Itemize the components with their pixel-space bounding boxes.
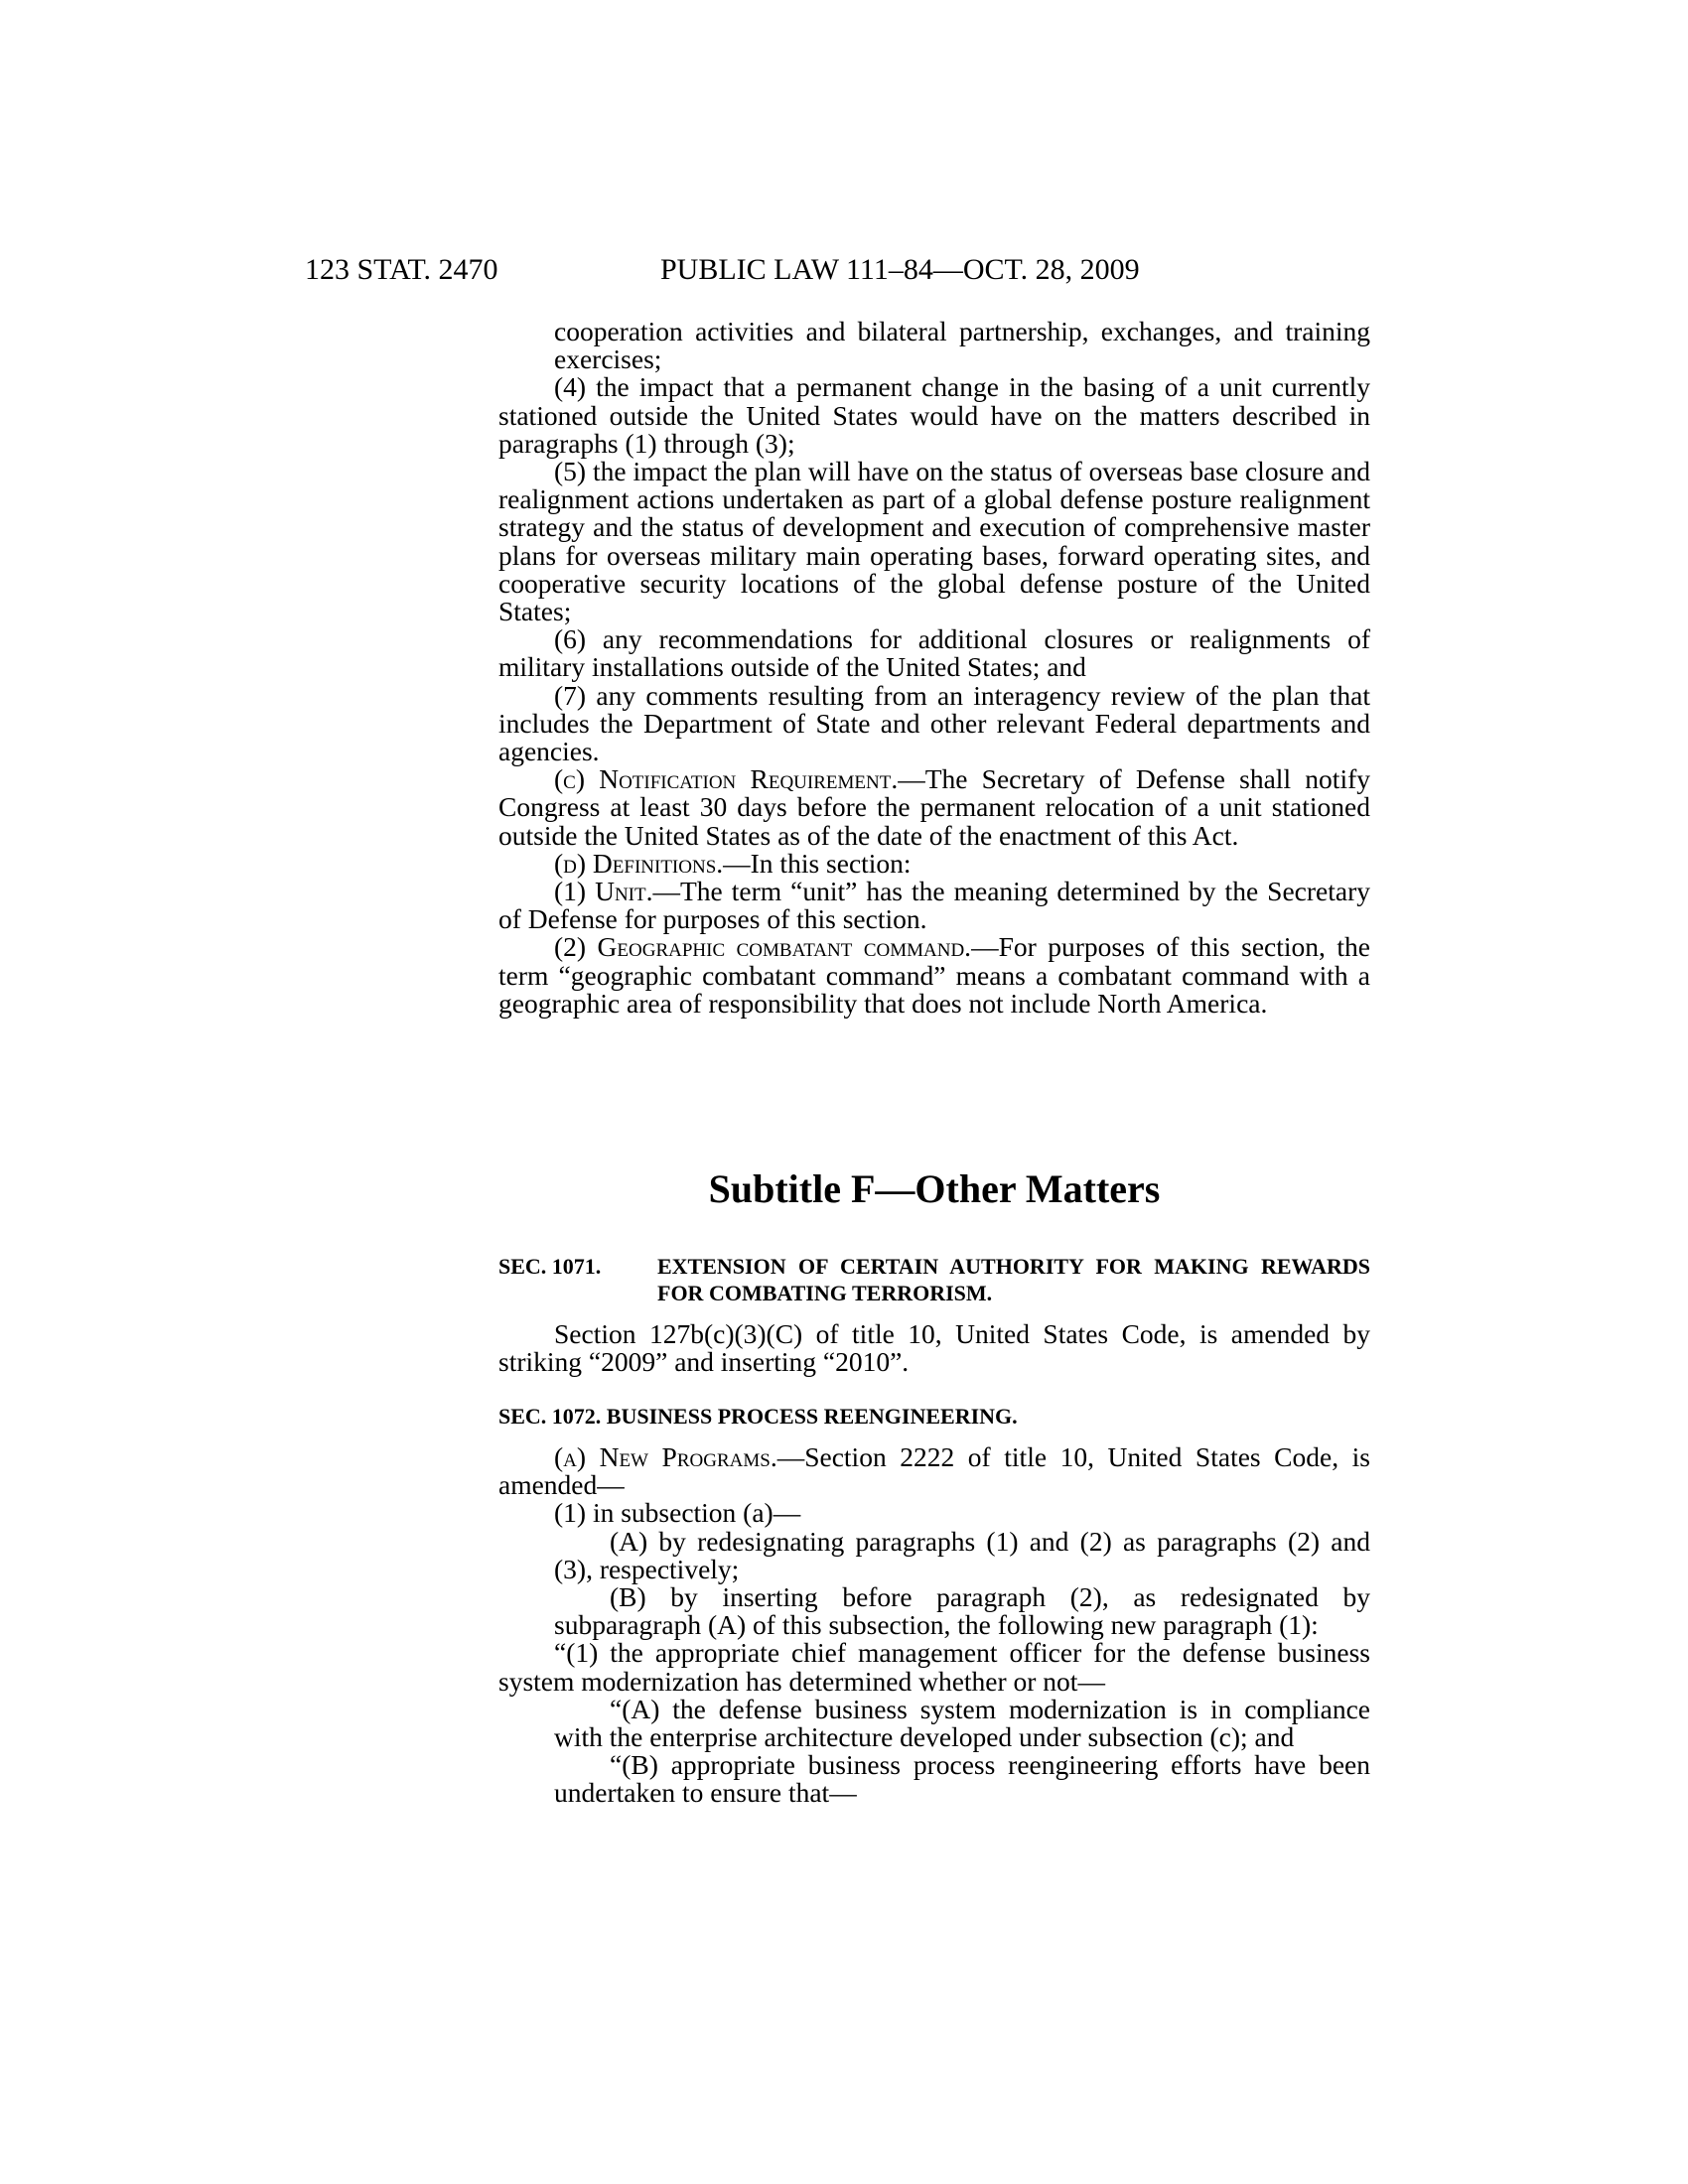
subtitle-heading: Subtitle F—Other Matters xyxy=(708,1166,1161,1211)
running-header xyxy=(0,250,1688,290)
quoted-subparagraph-A: “(A) the defense business system modernization is in compliance with the enterprise architecture developed under subsection (c); and xyxy=(554,1693,1370,1753)
section-1072 xyxy=(498,1403,1370,1808)
subsection-a-heading: (a) New Programs. xyxy=(554,1441,777,1472)
subsection-c-heading: (c) Notification Requirement. xyxy=(554,763,899,795)
paragraph-4: (4) the impact that a permanent change in the basing of a unit currently stationed outside the United States would have on the matters described in paragraphs (1) through (3); xyxy=(498,371,1370,459)
section-1072-heading xyxy=(498,1403,1370,1430)
amendment-1-A: (A) by redesignating paragraphs (1) and (2) as paragraphs (2) and (3), respectively; xyxy=(554,1525,1370,1584)
subsection-d xyxy=(498,847,1370,879)
amendment-1-B: (B) by inserting before paragraph (2), as redesignated by subparagraph (A) of this subsection, the following new paragraph (1): xyxy=(554,1581,1370,1641)
amendment-1: (1) in subsection (a)— xyxy=(554,1497,801,1529)
paragraph-continuation: cooperation activities and bilateral partnership, exchanges, and training exercises; xyxy=(554,316,1370,375)
top-text-block xyxy=(498,318,1370,1018)
definition-gcc-heading: (2) Geographic combatant command. xyxy=(554,931,972,963)
section-1072-number: SEC. 1072. xyxy=(498,1404,602,1429)
paragraph-5: (5) the impact the plan will have on the status of overseas base closure and realignment actions undertaken as part of a global defense posture realignment strategy and the status of development and execution of comprehensive master plans for overseas military main operating bases, forward operating sites, and cooperative security locations of the global defense posture of the United States; xyxy=(498,456,1370,627)
definition-unit-heading: (1) Unit. xyxy=(554,876,653,907)
definition-unit xyxy=(443,878,1370,933)
section-1072-title: BUSINESS PROCESS REENGINEERING. xyxy=(606,1404,1018,1429)
subsection-a xyxy=(498,1443,1370,1499)
definition-gcc-text: —For purposes of this section, the term “geographic combatant command” means a combatant command with a geographic area of responsibility that does not include North America. xyxy=(498,931,1370,1019)
public-law-citation: PUBLIC LAW 111–84—OCT. 28, 2009 xyxy=(660,253,1140,286)
section-1071 xyxy=(498,1253,1370,1376)
subsection-a-text: —Section 2222 of title 10, United States Code, is amended— xyxy=(498,1441,1371,1501)
subsection-d-text: —In this section: xyxy=(723,847,912,879)
quoted-subparagraph-B: “(B) appropriate business process reengineering efforts have been undertaken to ensure that— xyxy=(554,1749,1370,1809)
subsection-d-heading: (d) Definitions. xyxy=(554,847,724,879)
subsection-c xyxy=(498,765,1370,850)
quoted-paragraph-1: “(1) the appropriate chief management officer for the defense business system modernization has determined whether or not— xyxy=(498,1637,1370,1697)
stat-page-number: 123 STAT. 2470 xyxy=(305,253,498,286)
section-1071-heading xyxy=(498,1253,1370,1306)
subsection-c-text: —The Secretary of Defense shall notify Congress at least 30 days before the permanent relocation of a unit stationed outside the United States as of the date of the enactment of this Act. xyxy=(498,763,1370,851)
definition-unit-text: —The term “unit” has the meaning determined by the Secretary of Defense for purposes of this section. xyxy=(498,876,1370,935)
section-1071-title: EXTENSION OF CERTAIN AUTHORITY FOR MAKING REWARDS FOR COMBATING TERRORISM. xyxy=(657,1254,1370,1305)
paragraph-6: (6) any recommendations for additional closures or realignments of military installations outside of the United States; and xyxy=(498,623,1370,683)
section-1071-text: Section 127b(c)(3)(C) of title 10, United States Code, is amended by striking “2009” and inserting “2010”. xyxy=(498,1318,1370,1378)
paragraph-7: (7) any comments resulting from an interagency review of the plan that includes the Department of State and other relevant Federal departments and agencies. xyxy=(498,679,1370,767)
definition-geographic-combatant-command xyxy=(443,933,1370,1018)
section-1071-number: SEC. 1071. xyxy=(498,1254,602,1279)
